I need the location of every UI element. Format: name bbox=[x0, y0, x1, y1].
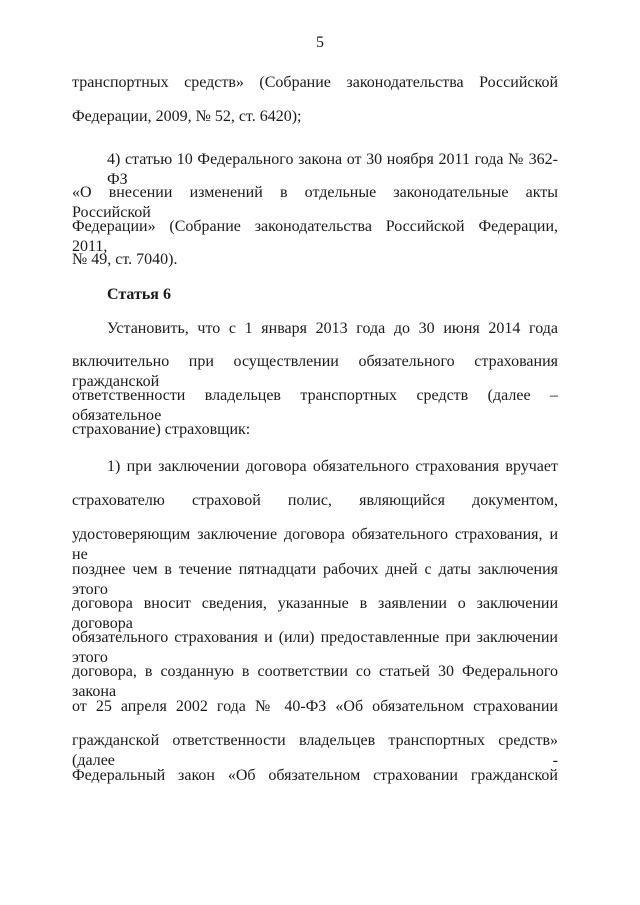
text-line: позднее чем в течение пятнадцати рабочих дней с даты заключения этого bbox=[72, 561, 558, 598]
text-line: Федерации» (Собрание законодательства Российской Федерации, 2011, bbox=[72, 218, 558, 255]
text-line: договора вносит сведения, указанные в заявлении о заключении договора bbox=[72, 595, 558, 632]
text-line: включительно при осуществлении обязательного страхования гражданской bbox=[72, 353, 558, 390]
text-line: гражданской ответственности владельцев транспортных средств» (далее - bbox=[72, 732, 558, 769]
text-line: от 25 апреля 2002 года № 40-ФЗ «Об обязательном страховании bbox=[72, 698, 558, 715]
text-line: обязательного страхования и (или) предоставленные при заключении этого bbox=[72, 629, 558, 666]
article-heading: Статья 6 bbox=[107, 286, 171, 303]
text-line: Федеральный закон «Об обязательном страховании гражданской bbox=[72, 767, 558, 784]
text-line: договора, в созданную в соответствии со статьей 30 Федерального закона bbox=[72, 663, 558, 700]
text-line: Установить, что с 1 января 2013 года до 30 июня 2014 года bbox=[107, 320, 558, 337]
text-line: страхование) страховщик: bbox=[72, 421, 251, 438]
text-line: 1) при заключении договора обязательного страхования вручает bbox=[107, 458, 558, 475]
text-line: страхователю страховой полис, являющийся документом, bbox=[72, 492, 558, 509]
page-number: 5 bbox=[316, 34, 324, 51]
text-line: удостоверяющим заключение договора обязательного страхования, и не bbox=[72, 526, 558, 563]
text-line: «О внесении изменений в отдельные законодательные акты Российской bbox=[72, 184, 558, 221]
text-line: ответственности владельцев транспортных средств (далее – обязательное bbox=[72, 387, 558, 424]
text-line: Федерации, 2009, № 52, ст. 6420); bbox=[72, 108, 302, 125]
text-line: 4) статью 10 Федерального закона от 30 ноября 2011 года № 362-ФЗ bbox=[107, 151, 558, 188]
text-line: № 49, ст. 7040). bbox=[72, 251, 178, 268]
text-line: транспортных средств» (Собрание законодательства Российской bbox=[72, 74, 558, 91]
